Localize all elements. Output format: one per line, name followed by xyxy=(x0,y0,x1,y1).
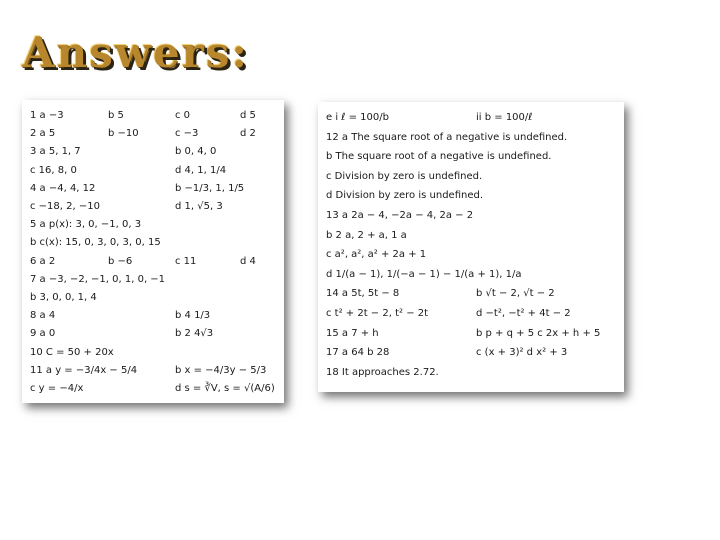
answer-cell: b 2 4√3 xyxy=(175,328,214,340)
answer-row xyxy=(30,235,280,251)
answer-cell: 12 a The square root of a negative is undefined. xyxy=(326,131,568,143)
answer-cell: c 16, 8, 0 xyxy=(30,164,77,176)
answer-cell: b c(x): 15, 0, 3, 0, 3, 0, 15 xyxy=(30,237,161,249)
answer-cell: 14 a 5t, 5t − 8 xyxy=(326,288,400,300)
answer-cell: b x = −4/3y − 5/3 xyxy=(175,364,267,376)
answer-cell: c (x + 3)² d x² + 3 xyxy=(476,347,568,359)
answer-cell: d s = ∛V, s = √(A/6) xyxy=(175,383,275,394)
answer-cell: b 3, 0, 0, 1, 4 xyxy=(30,292,97,303)
answer-row xyxy=(326,267,620,283)
answer-cell: b −10 xyxy=(108,128,139,140)
answer-row xyxy=(30,199,280,215)
answer-row xyxy=(30,308,280,324)
answer-cell: d 2 xyxy=(240,128,256,140)
answer-row xyxy=(30,290,280,306)
answer-cell: d 1/(a − 1), 1/(−a − 1) − 1/(a + 1), 1/a xyxy=(326,268,522,280)
answer-cell: c −18, 2, −10 xyxy=(30,201,100,212)
answer-cell: c −3 xyxy=(175,128,199,140)
answer-cell: c y = −4/x xyxy=(30,383,84,394)
answer-cell: b −6 xyxy=(108,255,133,267)
answer-row xyxy=(30,144,280,160)
answer-cell: c 11 xyxy=(175,255,197,267)
answer-cell: 7 a −3, −2, −1, 0, 1, 0, −1 xyxy=(30,273,166,285)
answer-row xyxy=(30,126,280,142)
answer-sheet-left xyxy=(22,100,284,403)
answer-row xyxy=(30,181,280,197)
answer-cell: 9 a 0 xyxy=(30,328,56,340)
answer-row xyxy=(30,163,280,179)
answer-row xyxy=(30,272,280,288)
answer-row xyxy=(326,326,620,342)
answer-row xyxy=(30,254,280,270)
answer-cell: d 1, √5, 3 xyxy=(175,201,223,212)
answer-cell: d 5 xyxy=(240,110,256,121)
answer-cell: 18 It approaches 2.72. xyxy=(326,366,439,378)
answer-row xyxy=(30,108,280,124)
answer-cell: 15 a 7 + h xyxy=(326,327,379,339)
answer-cell: 10 C = 50 + 20x xyxy=(30,346,114,358)
answer-row xyxy=(326,228,620,244)
answer-row xyxy=(326,149,620,165)
answer-cell: 6 a 2 xyxy=(30,255,56,267)
answer-cell: c a², a², a² + 2a + 1 xyxy=(326,249,427,261)
answer-cell: 3 a 5, 1, 7 xyxy=(30,146,81,158)
answer-row xyxy=(326,247,620,263)
answer-row xyxy=(326,188,620,204)
answer-cell: d Division by zero is undefined. xyxy=(326,190,484,202)
answer-cell: b 5 xyxy=(108,110,124,121)
answer-row xyxy=(326,130,620,146)
answer-cell: 2 a 5 xyxy=(30,128,56,140)
answer-cell: e i ℓ = 100/b xyxy=(326,112,389,123)
answer-row xyxy=(30,345,280,361)
answer-row xyxy=(326,365,620,381)
page-title: Answers: xyxy=(22,28,249,77)
answer-cell: ii b = 100/ℓ xyxy=(476,112,533,123)
answer-cell: b √t − 2, √t − 2 xyxy=(476,288,555,300)
answer-cell: b p + q + 5 c 2x + h + 5 xyxy=(476,327,601,339)
answer-cell: b 4 1/3 xyxy=(175,310,211,322)
answer-row xyxy=(326,345,620,361)
answer-row xyxy=(326,286,620,302)
answer-cell: 4 a −4, 4, 12 xyxy=(30,182,96,194)
answer-cell: d 4 xyxy=(240,255,256,267)
answer-cell: b 0, 4, 0 xyxy=(175,146,217,158)
answer-cell: 1 a −3 xyxy=(30,110,64,121)
answer-sheet-right xyxy=(318,102,624,392)
answer-cell: c Division by zero is undefined. xyxy=(326,170,483,182)
answer-cell: c t² + 2t − 2, t² − 2t xyxy=(326,308,429,319)
answer-cell: b 2 a, 2 + a, 1 a xyxy=(326,229,407,241)
answer-cell: 5 a p(x): 3, 0, −1, 0, 3 xyxy=(30,219,142,231)
answer-cell: 17 a 64 b 28 xyxy=(326,347,390,359)
answer-cell: 8 a 4 xyxy=(30,310,56,322)
answer-cell: b −1/3, 1, 1/5 xyxy=(175,182,245,194)
answer-row xyxy=(30,363,280,379)
answer-row xyxy=(30,381,280,397)
answer-row xyxy=(326,306,620,322)
answer-cell: 13 a 2a − 4, −2a − 4, 2a − 2 xyxy=(326,210,474,221)
answer-cell: b The square root of a negative is undefined. xyxy=(326,151,552,163)
answer-row xyxy=(326,169,620,185)
answer-cell: d 4, 1, 1/4 xyxy=(175,164,227,176)
answer-cell: 11 a y = −3/4x − 5/4 xyxy=(30,364,138,376)
answer-row xyxy=(326,110,620,126)
answer-row xyxy=(30,217,280,233)
answer-cell: c 0 xyxy=(175,110,191,121)
answer-row xyxy=(326,208,620,224)
answer-cell: d −t², −t² + 4t − 2 xyxy=(476,308,571,319)
answer-row xyxy=(30,326,280,342)
